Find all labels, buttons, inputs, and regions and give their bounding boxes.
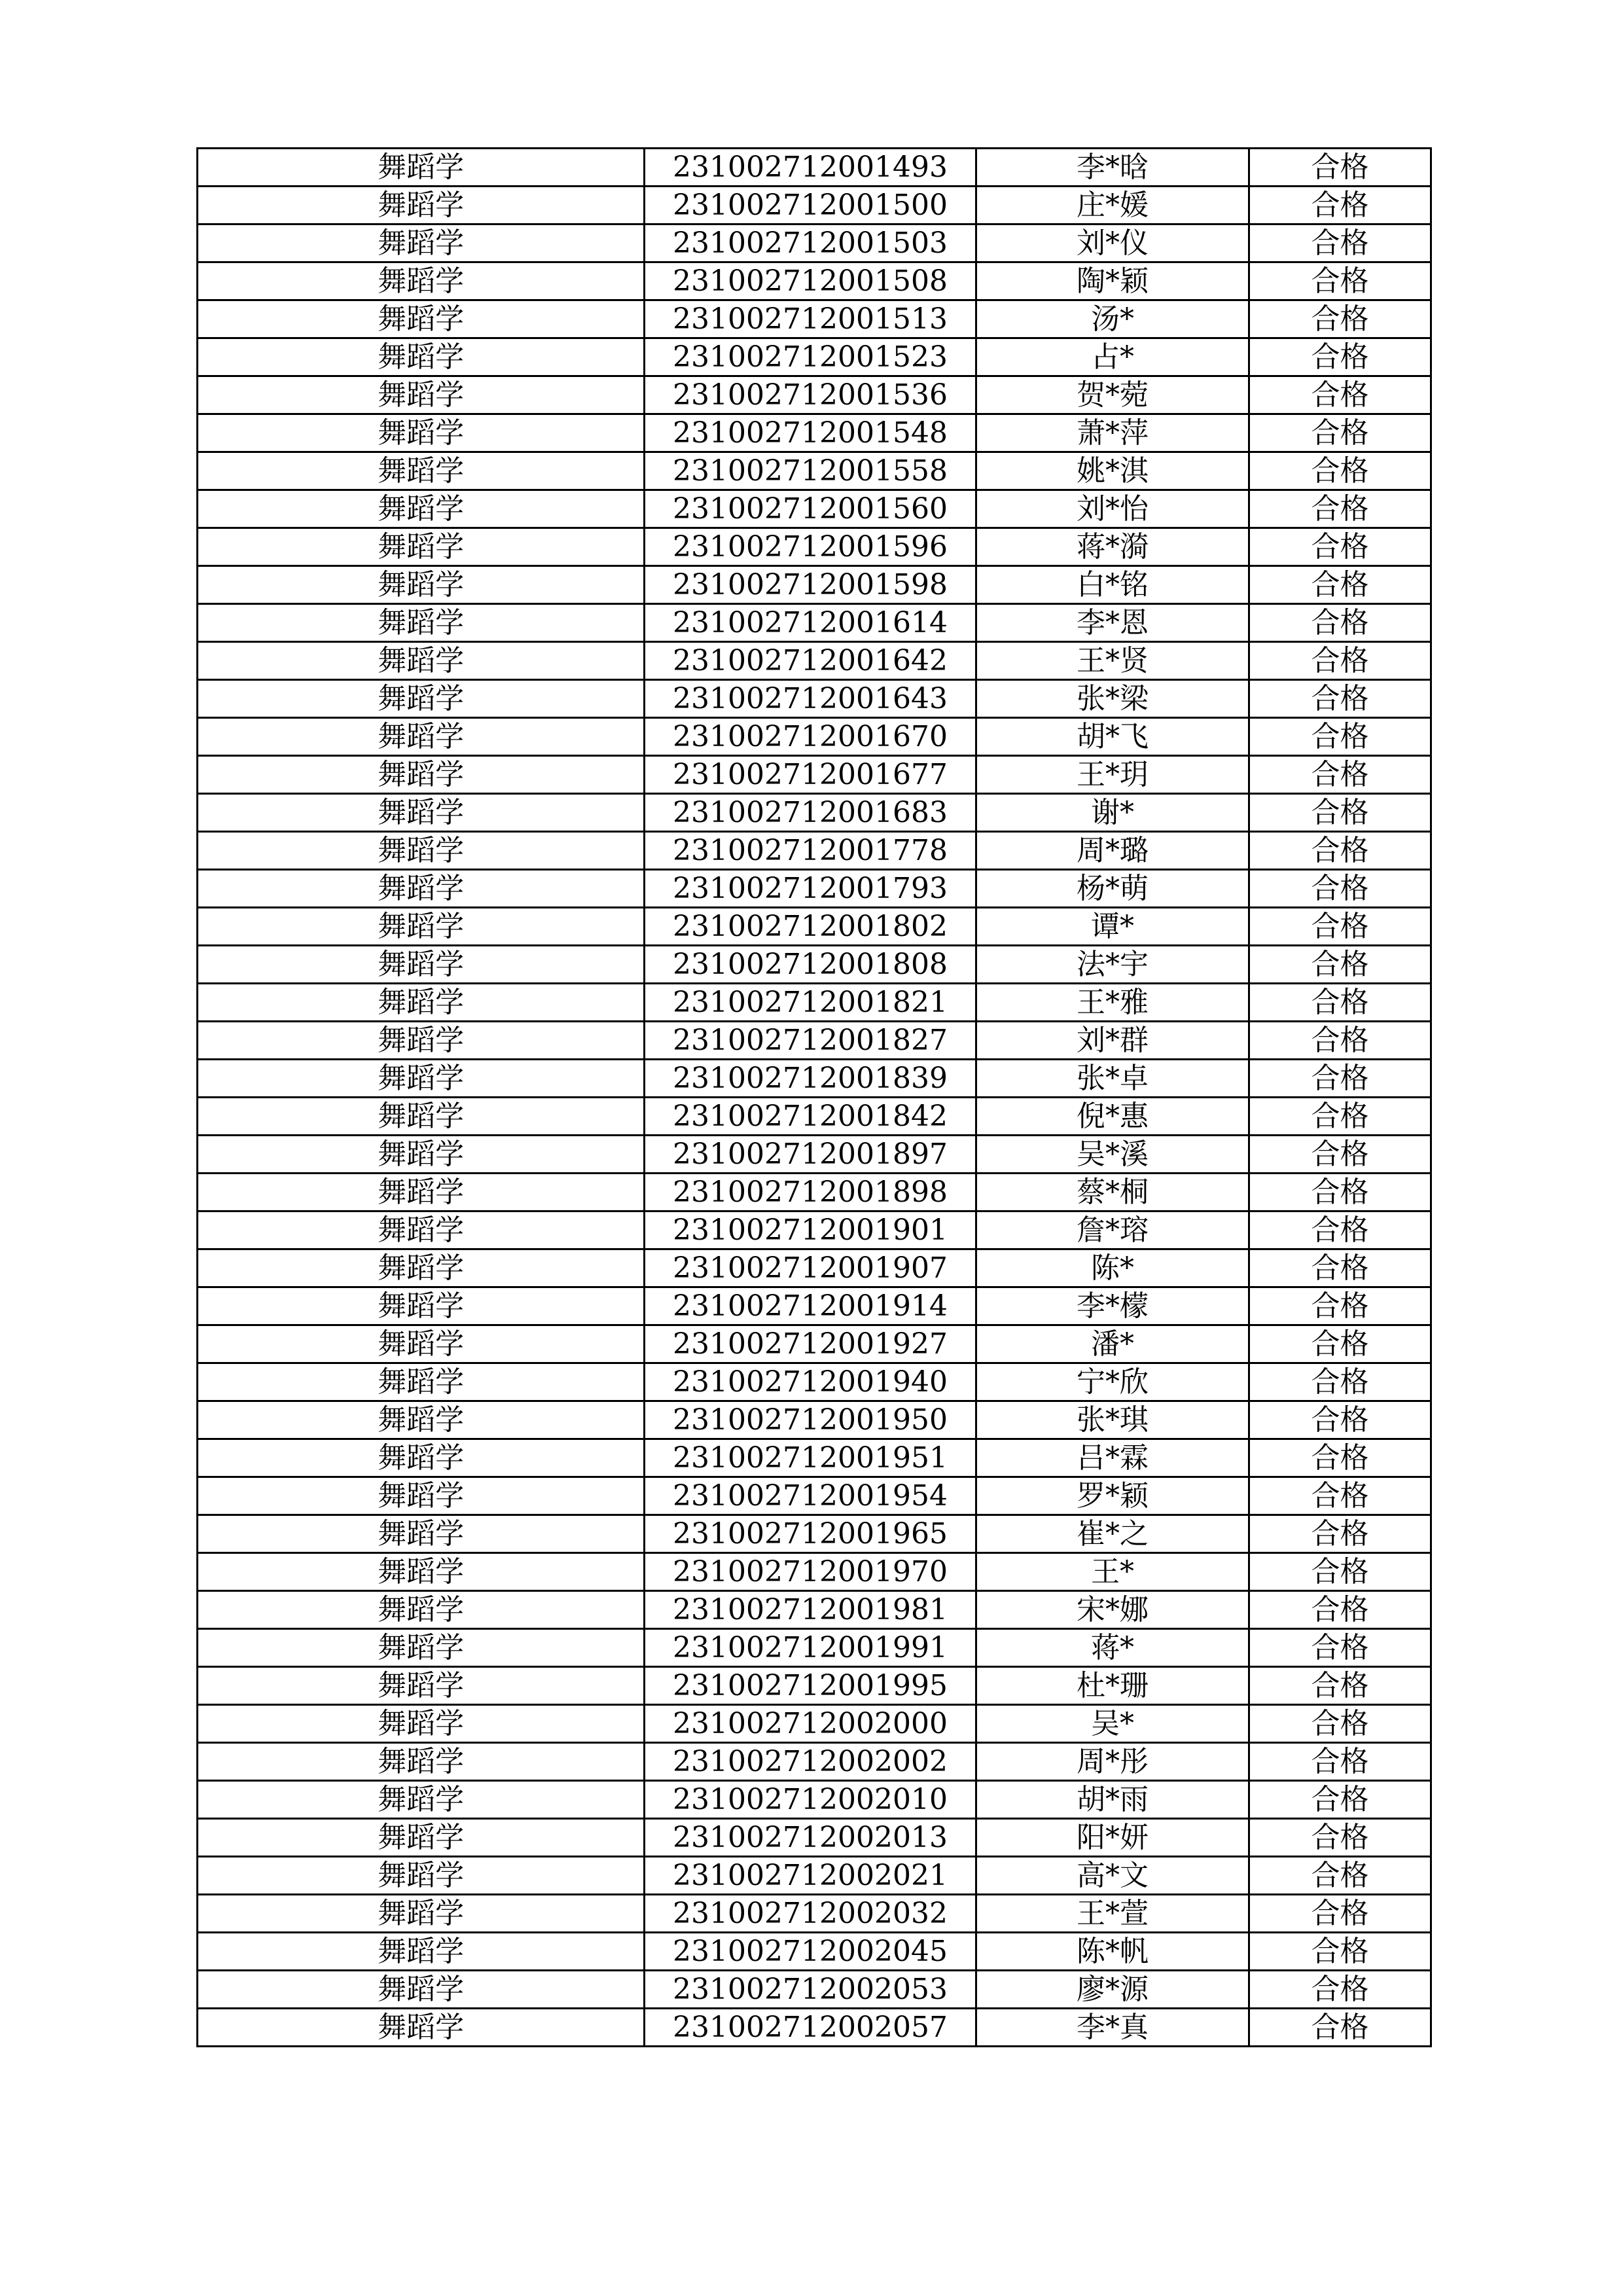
major-cell: 舞蹈学 <box>198 1933 645 1971</box>
name-cell: 李*真 <box>976 2009 1249 2047</box>
result-cell: 合格 <box>1249 490 1431 528</box>
name-cell: 王*萱 <box>976 1895 1249 1933</box>
exam-id-cell: 231002712001643 <box>645 680 976 718</box>
table-row <box>198 566 1431 604</box>
result-cell: 合格 <box>1249 642 1431 680</box>
result-cell: 合格 <box>1249 1667 1431 1705</box>
exam-id-cell: 231002712001940 <box>645 1363 976 1401</box>
result-cell: 合格 <box>1249 908 1431 946</box>
name-cell: 张*琪 <box>976 1401 1249 1439</box>
name-cell: 胡*雨 <box>976 1781 1249 1819</box>
exam-id-cell: 231002712002002 <box>645 1743 976 1781</box>
result-cell: 合格 <box>1249 224 1431 262</box>
table-row <box>198 1705 1431 1743</box>
major-cell: 舞蹈学 <box>198 1174 645 1211</box>
exam-id-cell: 231002712001898 <box>645 1174 976 1211</box>
table-row <box>198 794 1431 832</box>
major-cell: 舞蹈学 <box>198 908 645 946</box>
table-row <box>198 1249 1431 1287</box>
exam-id-cell: 231002712001995 <box>645 1667 976 1705</box>
table-row <box>198 1781 1431 1819</box>
result-cell: 合格 <box>1249 832 1431 870</box>
major-cell: 舞蹈学 <box>198 300 645 338</box>
major-cell: 舞蹈学 <box>198 2009 645 2047</box>
result-cell: 合格 <box>1249 1629 1431 1667</box>
exam-id-cell: 231002712001897 <box>645 1136 976 1174</box>
table-row <box>198 1401 1431 1439</box>
table-row <box>198 718 1431 756</box>
exam-id-cell: 231002712001508 <box>645 262 976 300</box>
name-cell: 吴*溪 <box>976 1136 1249 1174</box>
exam-id-cell: 231002712001842 <box>645 1098 976 1136</box>
result-cell: 合格 <box>1249 1136 1431 1174</box>
result-cell: 合格 <box>1249 1743 1431 1781</box>
exam-id-cell: 231002712001802 <box>645 908 976 946</box>
exam-id-cell: 231002712001950 <box>645 1401 976 1439</box>
result-cell: 合格 <box>1249 1325 1431 1363</box>
result-cell: 合格 <box>1249 870 1431 908</box>
major-cell: 舞蹈学 <box>198 224 645 262</box>
major-cell: 舞蹈学 <box>198 1971 645 2009</box>
exam-id-cell: 231002712001500 <box>645 187 976 224</box>
result-cell: 合格 <box>1249 2009 1431 2047</box>
name-cell: 胡*飞 <box>976 718 1249 756</box>
major-cell: 舞蹈学 <box>198 1743 645 1781</box>
table-row <box>198 756 1431 794</box>
major-cell: 舞蹈学 <box>198 1553 645 1591</box>
name-cell: 李*檬 <box>976 1287 1249 1325</box>
name-cell: 罗*颖 <box>976 1477 1249 1515</box>
exam-id-cell: 231002712002053 <box>645 1971 976 2009</box>
name-cell: 吴* <box>976 1705 1249 1743</box>
major-cell: 舞蹈学 <box>198 187 645 224</box>
result-cell: 合格 <box>1249 187 1431 224</box>
table-row <box>198 2009 1431 2047</box>
result-cell: 合格 <box>1249 1591 1431 1629</box>
table-row <box>198 1591 1431 1629</box>
major-cell: 舞蹈学 <box>198 262 645 300</box>
exam-id-cell: 231002712002045 <box>645 1933 976 1971</box>
table-row <box>198 1060 1431 1098</box>
exam-id-cell: 231002712001642 <box>645 642 976 680</box>
table-row <box>198 1363 1431 1401</box>
name-cell: 杨*萌 <box>976 870 1249 908</box>
exam-id-cell: 231002712001927 <box>645 1325 976 1363</box>
name-cell: 蔡*桐 <box>976 1174 1249 1211</box>
result-cell: 合格 <box>1249 1895 1431 1933</box>
name-cell: 张*卓 <box>976 1060 1249 1098</box>
result-cell: 合格 <box>1249 756 1431 794</box>
exam-id-cell: 231002712001598 <box>645 566 976 604</box>
major-cell: 舞蹈学 <box>198 414 645 452</box>
exam-id-cell: 231002712002013 <box>645 1819 976 1857</box>
major-cell: 舞蹈学 <box>198 1022 645 1060</box>
exam-id-cell: 231002712001614 <box>645 604 976 642</box>
table-row <box>198 1667 1431 1705</box>
major-cell: 舞蹈学 <box>198 338 645 376</box>
result-cell: 合格 <box>1249 984 1431 1022</box>
table-row <box>198 1477 1431 1515</box>
table-row <box>198 642 1431 680</box>
major-cell: 舞蹈学 <box>198 1591 645 1629</box>
major-cell: 舞蹈学 <box>198 984 645 1022</box>
major-cell: 舞蹈学 <box>198 1249 645 1287</box>
exam-id-cell: 231002712001965 <box>645 1515 976 1553</box>
exam-id-cell: 231002712001914 <box>645 1287 976 1325</box>
major-cell: 舞蹈学 <box>198 149 645 187</box>
major-cell: 舞蹈学 <box>198 1325 645 1363</box>
table-row <box>198 262 1431 300</box>
major-cell: 舞蹈学 <box>198 718 645 756</box>
result-cell: 合格 <box>1249 452 1431 490</box>
major-cell: 舞蹈学 <box>198 1401 645 1439</box>
name-cell: 阳*妍 <box>976 1819 1249 1857</box>
table-row <box>198 1933 1431 1971</box>
exam-id-cell: 231002712001503 <box>645 224 976 262</box>
name-cell: 倪*惠 <box>976 1098 1249 1136</box>
major-cell: 舞蹈学 <box>198 1629 645 1667</box>
exam-id-cell: 231002712001670 <box>645 718 976 756</box>
result-cell: 合格 <box>1249 1971 1431 2009</box>
exam-id-cell: 231002712001493 <box>645 149 976 187</box>
exam-id-cell: 231002712001901 <box>645 1211 976 1249</box>
major-cell: 舞蹈学 <box>198 1477 645 1515</box>
result-cell: 合格 <box>1249 262 1431 300</box>
major-cell: 舞蹈学 <box>198 1857 645 1895</box>
table-row <box>198 1629 1431 1667</box>
result-cell: 合格 <box>1249 1477 1431 1515</box>
major-cell: 舞蹈学 <box>198 604 645 642</box>
name-cell: 萧*萍 <box>976 414 1249 452</box>
name-cell: 汤* <box>976 300 1249 338</box>
name-cell: 吕*霖 <box>976 1439 1249 1477</box>
result-cell: 合格 <box>1249 376 1431 414</box>
result-cell: 合格 <box>1249 1060 1431 1098</box>
result-cell: 合格 <box>1249 1098 1431 1136</box>
results-table <box>196 147 1432 2047</box>
exam-id-cell: 231002712001907 <box>645 1249 976 1287</box>
table-row <box>198 1287 1431 1325</box>
exam-id-cell: 231002712001793 <box>645 870 976 908</box>
exam-id-cell: 231002712001683 <box>645 794 976 832</box>
result-cell: 合格 <box>1249 1439 1431 1477</box>
major-cell: 舞蹈学 <box>198 1667 645 1705</box>
result-cell: 合格 <box>1249 528 1431 566</box>
table-row <box>198 870 1431 908</box>
result-cell: 合格 <box>1249 1933 1431 1971</box>
table-row <box>198 1022 1431 1060</box>
table-row <box>198 832 1431 870</box>
result-cell: 合格 <box>1249 566 1431 604</box>
results-table-body <box>198 149 1431 2047</box>
result-cell: 合格 <box>1249 1174 1431 1211</box>
table-row <box>198 1325 1431 1363</box>
exam-id-cell: 231002712001991 <box>645 1629 976 1667</box>
name-cell: 王*贤 <box>976 642 1249 680</box>
major-cell: 舞蹈学 <box>198 794 645 832</box>
name-cell: 宁*欣 <box>976 1363 1249 1401</box>
result-cell: 合格 <box>1249 1401 1431 1439</box>
major-cell: 舞蹈学 <box>198 756 645 794</box>
table-row <box>198 1819 1431 1857</box>
major-cell: 舞蹈学 <box>198 1136 645 1174</box>
result-cell: 合格 <box>1249 1249 1431 1287</box>
name-cell: 崔*之 <box>976 1515 1249 1553</box>
major-cell: 舞蹈学 <box>198 642 645 680</box>
major-cell: 舞蹈学 <box>198 1781 645 1819</box>
name-cell: 刘*群 <box>976 1022 1249 1060</box>
exam-id-cell: 231002712001677 <box>645 756 976 794</box>
exam-id-cell: 231002712001596 <box>645 528 976 566</box>
result-cell: 合格 <box>1249 680 1431 718</box>
name-cell: 谭* <box>976 908 1249 946</box>
result-cell: 合格 <box>1249 1781 1431 1819</box>
exam-id-cell: 231002712001839 <box>645 1060 976 1098</box>
exam-id-cell: 231002712002057 <box>645 2009 976 2047</box>
name-cell: 王* <box>976 1553 1249 1591</box>
exam-id-cell: 231002712001954 <box>645 1477 976 1515</box>
table-row <box>198 224 1431 262</box>
exam-id-cell: 231002712001951 <box>645 1439 976 1477</box>
name-cell: 庄*媛 <box>976 187 1249 224</box>
name-cell: 王*玥 <box>976 756 1249 794</box>
table-row <box>198 604 1431 642</box>
exam-id-cell: 231002712002032 <box>645 1895 976 1933</box>
name-cell: 蒋*漪 <box>976 528 1249 566</box>
exam-id-cell: 231002712001970 <box>645 1553 976 1591</box>
name-cell: 白*铭 <box>976 566 1249 604</box>
table-row <box>198 1553 1431 1591</box>
name-cell: 宋*娜 <box>976 1591 1249 1629</box>
name-cell: 张*梁 <box>976 680 1249 718</box>
table-row <box>198 300 1431 338</box>
name-cell: 法*宇 <box>976 946 1249 984</box>
major-cell: 舞蹈学 <box>198 376 645 414</box>
major-cell: 舞蹈学 <box>198 870 645 908</box>
result-cell: 合格 <box>1249 946 1431 984</box>
result-cell: 合格 <box>1249 1553 1431 1591</box>
result-cell: 合格 <box>1249 1022 1431 1060</box>
table-row <box>198 984 1431 1022</box>
table-row <box>198 1971 1431 2009</box>
name-cell: 周*璐 <box>976 832 1249 870</box>
table-row <box>198 452 1431 490</box>
name-cell: 刘*怡 <box>976 490 1249 528</box>
major-cell: 舞蹈学 <box>198 680 645 718</box>
major-cell: 舞蹈学 <box>198 1060 645 1098</box>
result-cell: 合格 <box>1249 794 1431 832</box>
major-cell: 舞蹈学 <box>198 1098 645 1136</box>
major-cell: 舞蹈学 <box>198 1287 645 1325</box>
major-cell: 舞蹈学 <box>198 490 645 528</box>
result-cell: 合格 <box>1249 1705 1431 1743</box>
major-cell: 舞蹈学 <box>198 1211 645 1249</box>
major-cell: 舞蹈学 <box>198 946 645 984</box>
major-cell: 舞蹈学 <box>198 566 645 604</box>
table-row <box>198 1174 1431 1211</box>
result-cell: 合格 <box>1249 300 1431 338</box>
name-cell: 姚*淇 <box>976 452 1249 490</box>
table-row <box>198 414 1431 452</box>
name-cell: 占* <box>976 338 1249 376</box>
name-cell: 陶*颖 <box>976 262 1249 300</box>
exam-id-cell: 231002712001558 <box>645 452 976 490</box>
result-cell: 合格 <box>1249 604 1431 642</box>
name-cell: 詹*瑢 <box>976 1211 1249 1249</box>
table-row <box>198 149 1431 187</box>
result-cell: 合格 <box>1249 1515 1431 1553</box>
table-row <box>198 528 1431 566</box>
table-row <box>198 376 1431 414</box>
exam-id-cell: 231002712001523 <box>645 338 976 376</box>
major-cell: 舞蹈学 <box>198 1515 645 1553</box>
name-cell: 蒋* <box>976 1629 1249 1667</box>
exam-id-cell: 231002712001548 <box>645 414 976 452</box>
exam-id-cell: 231002712001808 <box>645 946 976 984</box>
table-row <box>198 338 1431 376</box>
table-row <box>198 680 1431 718</box>
table-row <box>198 490 1431 528</box>
table-row <box>198 1098 1431 1136</box>
result-cell: 合格 <box>1249 1287 1431 1325</box>
exam-id-cell: 231002712001560 <box>645 490 976 528</box>
table-row <box>198 187 1431 224</box>
major-cell: 舞蹈学 <box>198 1705 645 1743</box>
name-cell: 陈*帆 <box>976 1933 1249 1971</box>
major-cell: 舞蹈学 <box>198 1363 645 1401</box>
table-row <box>198 1515 1431 1553</box>
table-row <box>198 1857 1431 1895</box>
name-cell: 贺*菀 <box>976 376 1249 414</box>
result-cell: 合格 <box>1249 1211 1431 1249</box>
name-cell: 李*恩 <box>976 604 1249 642</box>
exam-id-cell: 231002712002010 <box>645 1781 976 1819</box>
major-cell: 舞蹈学 <box>198 1439 645 1477</box>
result-cell: 合格 <box>1249 718 1431 756</box>
table-row <box>198 1439 1431 1477</box>
result-cell: 合格 <box>1249 1363 1431 1401</box>
major-cell: 舞蹈学 <box>198 1895 645 1933</box>
exam-id-cell: 231002712001981 <box>645 1591 976 1629</box>
exam-id-cell: 231002712001827 <box>645 1022 976 1060</box>
exam-id-cell: 231002712002021 <box>645 1857 976 1895</box>
name-cell: 刘*仪 <box>976 224 1249 262</box>
major-cell: 舞蹈学 <box>198 832 645 870</box>
table-row <box>198 1136 1431 1174</box>
name-cell: 陈* <box>976 1249 1249 1287</box>
name-cell: 潘* <box>976 1325 1249 1363</box>
exam-id-cell: 231002712001821 <box>645 984 976 1022</box>
major-cell: 舞蹈学 <box>198 1819 645 1857</box>
result-cell: 合格 <box>1249 1819 1431 1857</box>
exam-id-cell: 231002712001778 <box>645 832 976 870</box>
major-cell: 舞蹈学 <box>198 452 645 490</box>
table-row <box>198 1743 1431 1781</box>
result-cell: 合格 <box>1249 149 1431 187</box>
name-cell: 杜*珊 <box>976 1667 1249 1705</box>
major-cell: 舞蹈学 <box>198 528 645 566</box>
exam-id-cell: 231002712001513 <box>645 300 976 338</box>
result-cell: 合格 <box>1249 1857 1431 1895</box>
name-cell: 王*雅 <box>976 984 1249 1022</box>
name-cell: 高*文 <box>976 1857 1249 1895</box>
exam-id-cell: 231002712001536 <box>645 376 976 414</box>
exam-id-cell: 231002712002000 <box>645 1705 976 1743</box>
table-row <box>198 946 1431 984</box>
name-cell: 谢* <box>976 794 1249 832</box>
result-cell: 合格 <box>1249 414 1431 452</box>
table-row <box>198 1211 1431 1249</box>
table-row <box>198 908 1431 946</box>
name-cell: 廖*源 <box>976 1971 1249 2009</box>
name-cell: 李*晗 <box>976 149 1249 187</box>
result-cell: 合格 <box>1249 338 1431 376</box>
name-cell: 周*彤 <box>976 1743 1249 1781</box>
table-row <box>198 1895 1431 1933</box>
